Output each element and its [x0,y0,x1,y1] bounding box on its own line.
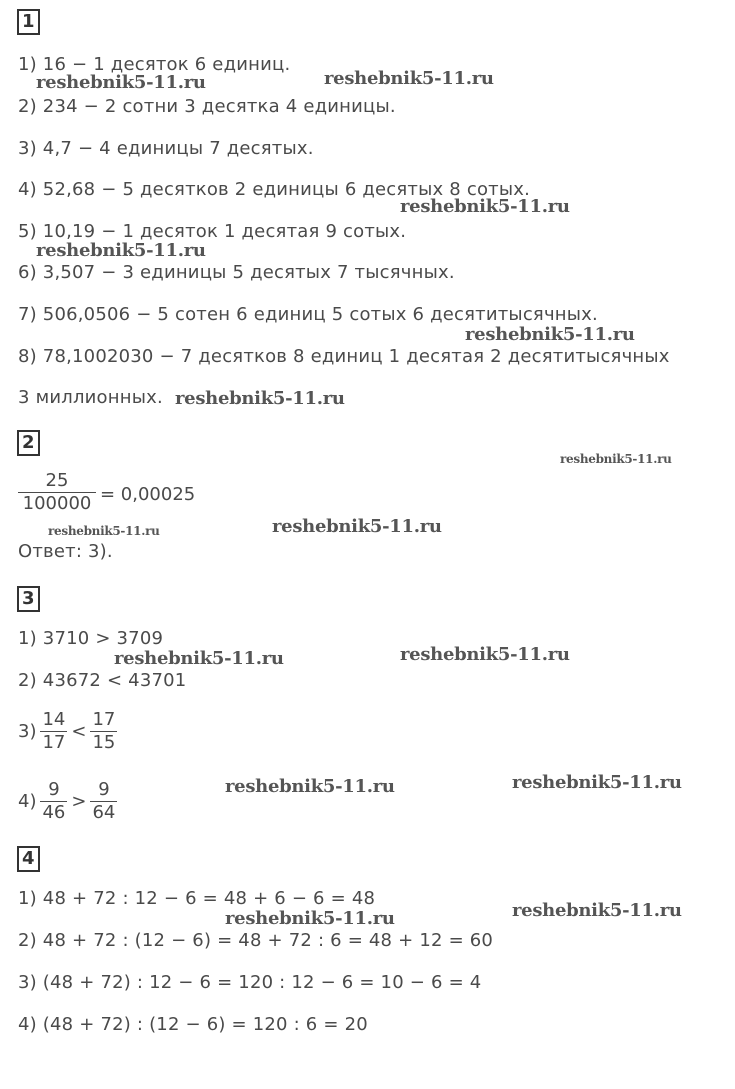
s3-item-3-frac-a [40,709,67,754]
s2-numerator: 25 [45,470,69,491]
s1-item-3: 3) 4,7 − 4 единицы 7 десятых. [18,138,314,159]
s3-item-4-frac-b [90,779,117,824]
s3-item-4-label: 4) [18,791,37,812]
s4-item-4: 4) (48 + 72) : (12 − 6) = 120 : 6 = 20 [18,1014,368,1035]
section-4-number: 4 [17,846,40,872]
numerator: 17 [92,709,116,730]
numerator: 9 [98,779,110,800]
s3-item-4 [18,779,117,824]
s1-item-4: 4) 52,68 − 5 десятков 2 единицы 6 десятых 8 сотых. [18,179,531,200]
watermark: reshebnik5-11.ru [36,72,206,93]
watermark: reshebnik5-11.ru [400,196,570,217]
s4-item-3: 3) (48 + 72) : 12 − 6 = 120 : 12 − 6 = 10 − 6 = 4 [18,972,482,993]
s3-item-3-label: 3) [18,721,37,742]
s2-answer: Ответ: 3). [18,541,113,562]
s3-item-3 [18,709,117,754]
watermark: reshebnik5-11.ru [400,644,570,665]
s4-item-1: 1) 48 + 72 : 12 − 6 = 48 + 6 − 6 = 48 [18,888,376,909]
s2-denominator: 100000 [22,493,92,514]
s3-item-4-frac-a [40,779,67,824]
s1-item-8: 8) 78,1002030 − 7 десятков 8 единиц 1 десятая 2 десятитысячных [18,346,670,367]
watermark: reshebnik5-11.ru [175,388,345,409]
s2-fraction [18,470,96,515]
s3-item-2: 2) 43672 < 43701 [18,670,187,691]
s3-item-3-frac-b [90,709,117,754]
s3-item-1: 1) 3710 > 3709 [18,628,164,649]
watermark: reshebnik5-11.ru [512,772,682,793]
section-3-number: 3 [17,586,40,612]
watermark: reshebnik5-11.ru [465,324,635,345]
s1-item-5: 5) 10,19 − 1 десяток 1 десятая 9 сотых. [18,221,407,242]
watermark: reshebnik5-11.ru [36,240,206,261]
denominator: 15 [92,732,116,753]
watermark: reshebnik5-11.ru [272,516,442,537]
watermark: reshebnik5-11.ru [324,68,494,89]
watermark: reshebnik5-11.ru [48,524,160,538]
s4-item-2: 2) 48 + 72 : (12 − 6) = 48 + 72 : 6 = 48 + 12 = 60 [18,930,494,951]
s1-item-8-cont: 3 миллионных. [18,387,163,408]
s1-item-7: 7) 506,0506 − 5 сотен 6 единиц 5 сотых 6 десятитысячных. [18,304,598,325]
numerator: 14 [42,709,66,730]
denominator: 46 [42,802,66,823]
watermark: reshebnik5-11.ru [225,908,395,929]
comparison-op: < [71,721,87,742]
comparison-op: > [71,791,87,812]
numerator: 9 [48,779,60,800]
watermark: reshebnik5-11.ru [225,776,395,797]
watermark: reshebnik5-11.ru [560,452,672,466]
s2-result: = 0,00025 [100,484,196,505]
watermark: reshebnik5-11.ru [114,648,284,669]
s1-item-1: 1) 16 − 1 десяток 6 единиц. [18,54,291,75]
s1-item-6: 6) 3,507 − 3 единицы 5 десятых 7 тысячных. [18,262,455,283]
denominator: 64 [92,802,116,823]
watermark: reshebnik5-11.ru [512,900,682,921]
section-1-number: 1 [17,9,40,35]
s2-fraction-line [18,470,199,515]
section-2-number: 2 [17,430,40,456]
s1-item-2: 2) 234 − 2 сотни 3 десятка 4 единицы. [18,96,396,117]
denominator: 17 [42,732,66,753]
